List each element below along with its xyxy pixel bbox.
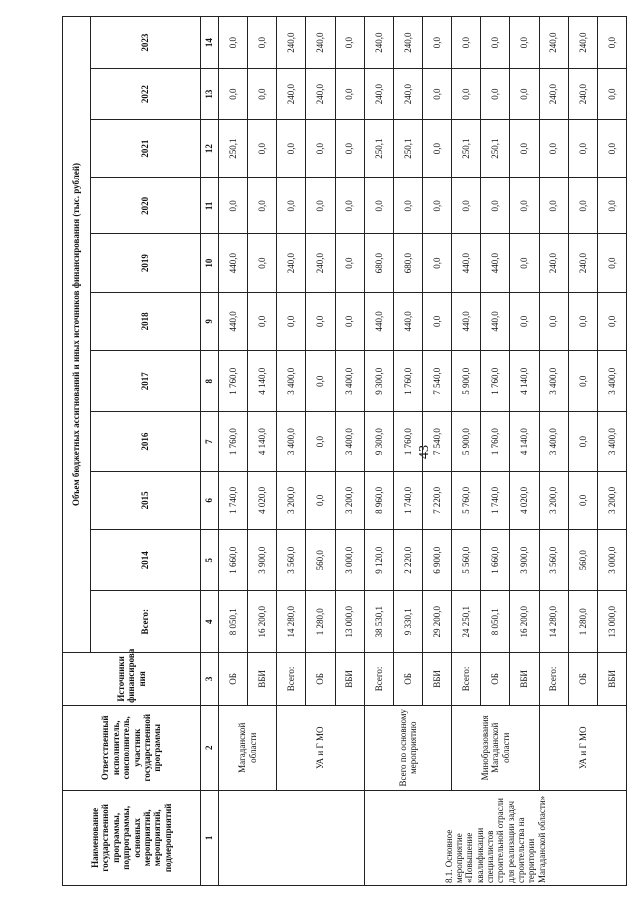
table-row [364,17,393,886]
blank-cell [219,790,365,885]
year-value-cell: 0,0 [306,292,335,350]
year-value-cell: 0,0 [568,471,597,529]
source-cell: ВБИ [510,652,539,705]
year-value-cell: 3 000,0 [597,530,626,591]
year-value-cell: 0,0 [568,120,597,178]
year-value-cell: 0,0 [422,178,451,234]
year-value-cell: 3 560,0 [277,530,306,591]
year-value-cell: 250,1 [481,120,510,178]
year-value-cell: 0,0 [422,17,451,69]
year-value-cell: 0,0 [335,69,364,120]
year-value-cell: 250,1 [364,120,393,178]
year-value-cell: 440,0 [481,292,510,350]
column-number: 6 [201,471,219,529]
year-value-cell: 680,0 [393,234,422,292]
source-cell: Всего: [277,652,306,705]
source-cell: ВБИ [422,652,451,705]
year-value-cell: 0,0 [306,178,335,234]
year-value-cell: 240,0 [364,17,393,69]
year-value-cell: 0,0 [452,17,481,69]
header-source: Источники финансирова ния [63,652,201,705]
total-value-cell: 1 280,0 [306,591,335,652]
year-value-cell: 5 760,0 [452,471,481,529]
total-value-cell: 38 530,1 [364,591,393,652]
page-number: 43 [417,445,432,459]
year-value-cell: 0,0 [597,69,626,120]
year-value-cell: 240,0 [568,69,597,120]
column-number: 8 [201,350,219,411]
year-value-cell: 5 900,0 [452,350,481,411]
year-value-cell: 4 140,0 [248,350,277,411]
source-cell: ВБИ [597,652,626,705]
year-value-cell: 440,0 [393,292,422,350]
column-number: 3 [201,652,219,705]
table-row [452,17,481,886]
year-value-cell: 0,0 [248,69,277,120]
year-value-cell: 8 960,0 [364,471,393,529]
year-value-cell: 0,0 [335,178,364,234]
column-number: 9 [201,292,219,350]
year-value-cell: 0,0 [277,178,306,234]
column-number: 14 [201,17,219,69]
year-value-cell: 0,0 [306,412,335,471]
source-cell: ОБ [393,652,422,705]
year-value-cell: 1 760,0 [481,412,510,471]
year-value-cell: 250,1 [219,120,248,178]
column-number: 11 [201,178,219,234]
year-value-cell: 680,0 [364,234,393,292]
year-value-cell: 0,0 [219,17,248,69]
executor-cell: УА и Г МО [277,705,364,790]
total-value-cell: 8 050,1 [219,591,248,652]
column-number: 7 [201,412,219,471]
total-value-cell: 16 200,0 [248,591,277,652]
header-year: 2020 [91,178,201,234]
header-executor: Ответственный исполнитель, соисполнитель, участник государственной программы [63,705,201,790]
year-value-cell: 0,0 [481,178,510,234]
header-year: 2021 [91,120,201,178]
year-value-cell: 2 220,0 [393,530,422,591]
year-value-cell: 1 740,0 [219,471,248,529]
year-value-cell: 3 200,0 [597,471,626,529]
year-value-cell: 440,0 [219,234,248,292]
total-value-cell: 1 280,0 [568,591,597,652]
source-cell: ОБ [568,652,597,705]
year-value-cell: 4 140,0 [510,350,539,411]
year-value-cell: 240,0 [306,17,335,69]
total-value-cell: 8 050,1 [481,591,510,652]
year-value-cell: 0,0 [597,234,626,292]
year-value-cell: 0,0 [510,17,539,69]
year-value-cell: 0,0 [219,178,248,234]
year-value-cell: 0,0 [306,350,335,411]
year-value-cell: 3 200,0 [539,471,568,529]
source-cell: ОБ [481,652,510,705]
year-value-cell: 250,1 [452,120,481,178]
year-value-cell: 4 140,0 [510,412,539,471]
year-value-cell: 0,0 [597,120,626,178]
year-value-cell: 1 760,0 [393,350,422,411]
year-value-cell: 440,0 [452,234,481,292]
year-value-cell: 3 400,0 [597,412,626,471]
year-value-cell: 0,0 [539,178,568,234]
total-value-cell: 14 280,0 [539,591,568,652]
year-value-cell: 0,0 [277,120,306,178]
year-value-cell: 3 400,0 [335,412,364,471]
year-value-cell: 3 400,0 [277,350,306,411]
year-value-cell: 240,0 [539,69,568,120]
year-value-cell: 4 020,0 [248,471,277,529]
year-value-cell: 0,0 [393,178,422,234]
year-value-cell: 1 660,0 [481,530,510,591]
year-value-cell: 0,0 [597,178,626,234]
year-value-cell: 0,0 [364,178,393,234]
year-value-cell: 0,0 [510,69,539,120]
year-value-cell: 7 540,0 [422,412,451,471]
year-value-cell: 560,0 [306,530,335,591]
year-value-cell: 440,0 [219,292,248,350]
table-row [219,17,248,886]
source-cell: Всего: [364,652,393,705]
year-value-cell: 440,0 [364,292,393,350]
executor-cell: Минобразования Магаданской области [452,705,539,790]
year-value-cell: 240,0 [364,69,393,120]
year-value-cell: 0,0 [539,120,568,178]
year-value-cell: 6 900,0 [422,530,451,591]
header-year: 2022 [91,69,201,120]
year-value-cell: 3 400,0 [539,350,568,411]
year-value-cell: 7 220,0 [422,471,451,529]
header-year: 2017 [91,350,201,411]
column-number: 13 [201,69,219,120]
year-value-cell: 0,0 [422,234,451,292]
total-value-cell: 13 000,0 [335,591,364,652]
year-value-cell: 0,0 [597,17,626,69]
source-cell: ВБИ [248,652,277,705]
year-value-cell: 3 200,0 [277,471,306,529]
year-value-cell: 9 300,0 [364,350,393,411]
total-value-cell: 14 280,0 [277,591,306,652]
year-value-cell: 560,0 [568,530,597,591]
year-value-cell: 0,0 [539,292,568,350]
budget-table [62,16,627,886]
year-value-cell: 0,0 [452,178,481,234]
year-value-cell: 3 000,0 [335,530,364,591]
total-value-cell: 9 330,1 [393,591,422,652]
year-value-cell: 1 660,0 [219,530,248,591]
year-value-cell: 3 900,0 [510,530,539,591]
year-value-cell: 3 560,0 [539,530,568,591]
year-value-cell: 0,0 [422,120,451,178]
year-value-cell: 240,0 [277,234,306,292]
executor-cell: УА и Г МО [539,705,626,790]
header-volume: Объем бюджетных ассигнований и иных источников финансирования (тыс. рублей) [63,17,91,653]
year-value-cell: 0,0 [422,69,451,120]
total-value-cell: 13 000,0 [597,591,626,652]
rotated-table-container [62,16,627,886]
column-number: 12 [201,120,219,178]
year-value-cell: 0,0 [219,69,248,120]
year-value-cell: 0,0 [335,17,364,69]
source-cell: ОБ [306,652,335,705]
source-cell: Всего: [452,652,481,705]
year-value-cell: 1 760,0 [393,412,422,471]
year-value-cell: 4 140,0 [248,412,277,471]
year-value-cell: 240,0 [568,17,597,69]
year-value-cell: 1 740,0 [393,471,422,529]
year-value-cell: 240,0 [568,234,597,292]
year-value-cell: 0,0 [306,120,335,178]
total-value-cell: 24 250,1 [452,591,481,652]
source-cell: Всего: [539,652,568,705]
header-year: 2023 [91,17,201,69]
column-number: 4 [201,591,219,652]
year-value-cell: 240,0 [539,234,568,292]
year-value-cell: 0,0 [422,292,451,350]
header-year: 2014 [91,530,201,591]
header-year: 2016 [91,412,201,471]
year-value-cell: 0,0 [481,17,510,69]
year-value-cell: 240,0 [539,17,568,69]
year-value-cell: 5 900,0 [452,412,481,471]
year-value-cell: 0,0 [335,120,364,178]
header-total: Всего: [91,591,201,652]
executor-cell: Всего по основному мероприятию [364,705,451,790]
source-cell: ВБИ [335,652,364,705]
year-value-cell: 0,0 [568,292,597,350]
year-value-cell: 0,0 [248,120,277,178]
executor-cell: Магаданской области [219,705,277,790]
year-value-cell: 3 200,0 [335,471,364,529]
year-value-cell: 240,0 [277,17,306,69]
year-value-cell: 0,0 [597,292,626,350]
column-number: 1 [201,790,219,885]
year-value-cell: 0,0 [510,292,539,350]
year-value-cell: 240,0 [393,17,422,69]
year-value-cell: 250,1 [393,120,422,178]
header-year: 2018 [91,292,201,350]
year-value-cell: 440,0 [452,292,481,350]
year-value-cell: 0,0 [568,412,597,471]
year-value-cell: 0,0 [335,234,364,292]
year-value-cell: 3 400,0 [597,350,626,411]
year-value-cell: 0,0 [568,350,597,411]
year-value-cell: 1 760,0 [481,350,510,411]
table-row [539,17,568,886]
header-year: 2019 [91,234,201,292]
year-value-cell: 3 400,0 [539,412,568,471]
year-value-cell: 0,0 [248,17,277,69]
year-value-cell: 0,0 [248,178,277,234]
year-value-cell: 9 300,0 [364,412,393,471]
table-row [277,17,306,886]
year-value-cell: 0,0 [306,471,335,529]
year-value-cell: 1 760,0 [219,350,248,411]
year-value-cell: 3 400,0 [335,350,364,411]
year-value-cell: 0,0 [510,234,539,292]
total-value-cell: 16 200,0 [510,591,539,652]
year-value-cell: 0,0 [452,69,481,120]
year-value-cell: 240,0 [277,69,306,120]
column-number: 2 [201,705,219,790]
year-value-cell: 440,0 [481,234,510,292]
year-value-cell: 7 540,0 [422,350,451,411]
year-value-cell: 3 400,0 [277,412,306,471]
year-value-cell: 0,0 [481,69,510,120]
year-value-cell: 0,0 [568,178,597,234]
year-value-cell: 240,0 [393,69,422,120]
year-value-cell: 9 120,0 [364,530,393,591]
year-value-cell: 0,0 [248,292,277,350]
column-number: 5 [201,530,219,591]
source-cell: ОБ [219,652,248,705]
header-year: 2015 [91,471,201,529]
column-number: 10 [201,234,219,292]
year-value-cell: 0,0 [510,120,539,178]
year-value-cell: 5 560,0 [452,530,481,591]
year-value-cell: 0,0 [277,292,306,350]
total-value-cell: 29 200,0 [422,591,451,652]
year-value-cell: 1 760,0 [219,412,248,471]
year-value-cell: 240,0 [306,69,335,120]
year-value-cell: 1 740,0 [481,471,510,529]
year-value-cell: 0,0 [335,292,364,350]
header-program-name: Наименование государственной программы, подпрограммы, основных мероприятий, мероприятий, подмероприятий [63,790,201,885]
year-value-cell: 0,0 [248,234,277,292]
year-value-cell: 4 020,0 [510,471,539,529]
measure-name-cell: 8.1. Основное мероприятие «Повышение квалификации специалистов строительной отрасли для реализации задач строительства на территории Магаданской области» [364,790,626,885]
year-value-cell: 0,0 [510,178,539,234]
year-value-cell: 3 900,0 [248,530,277,591]
year-value-cell: 240,0 [306,234,335,292]
